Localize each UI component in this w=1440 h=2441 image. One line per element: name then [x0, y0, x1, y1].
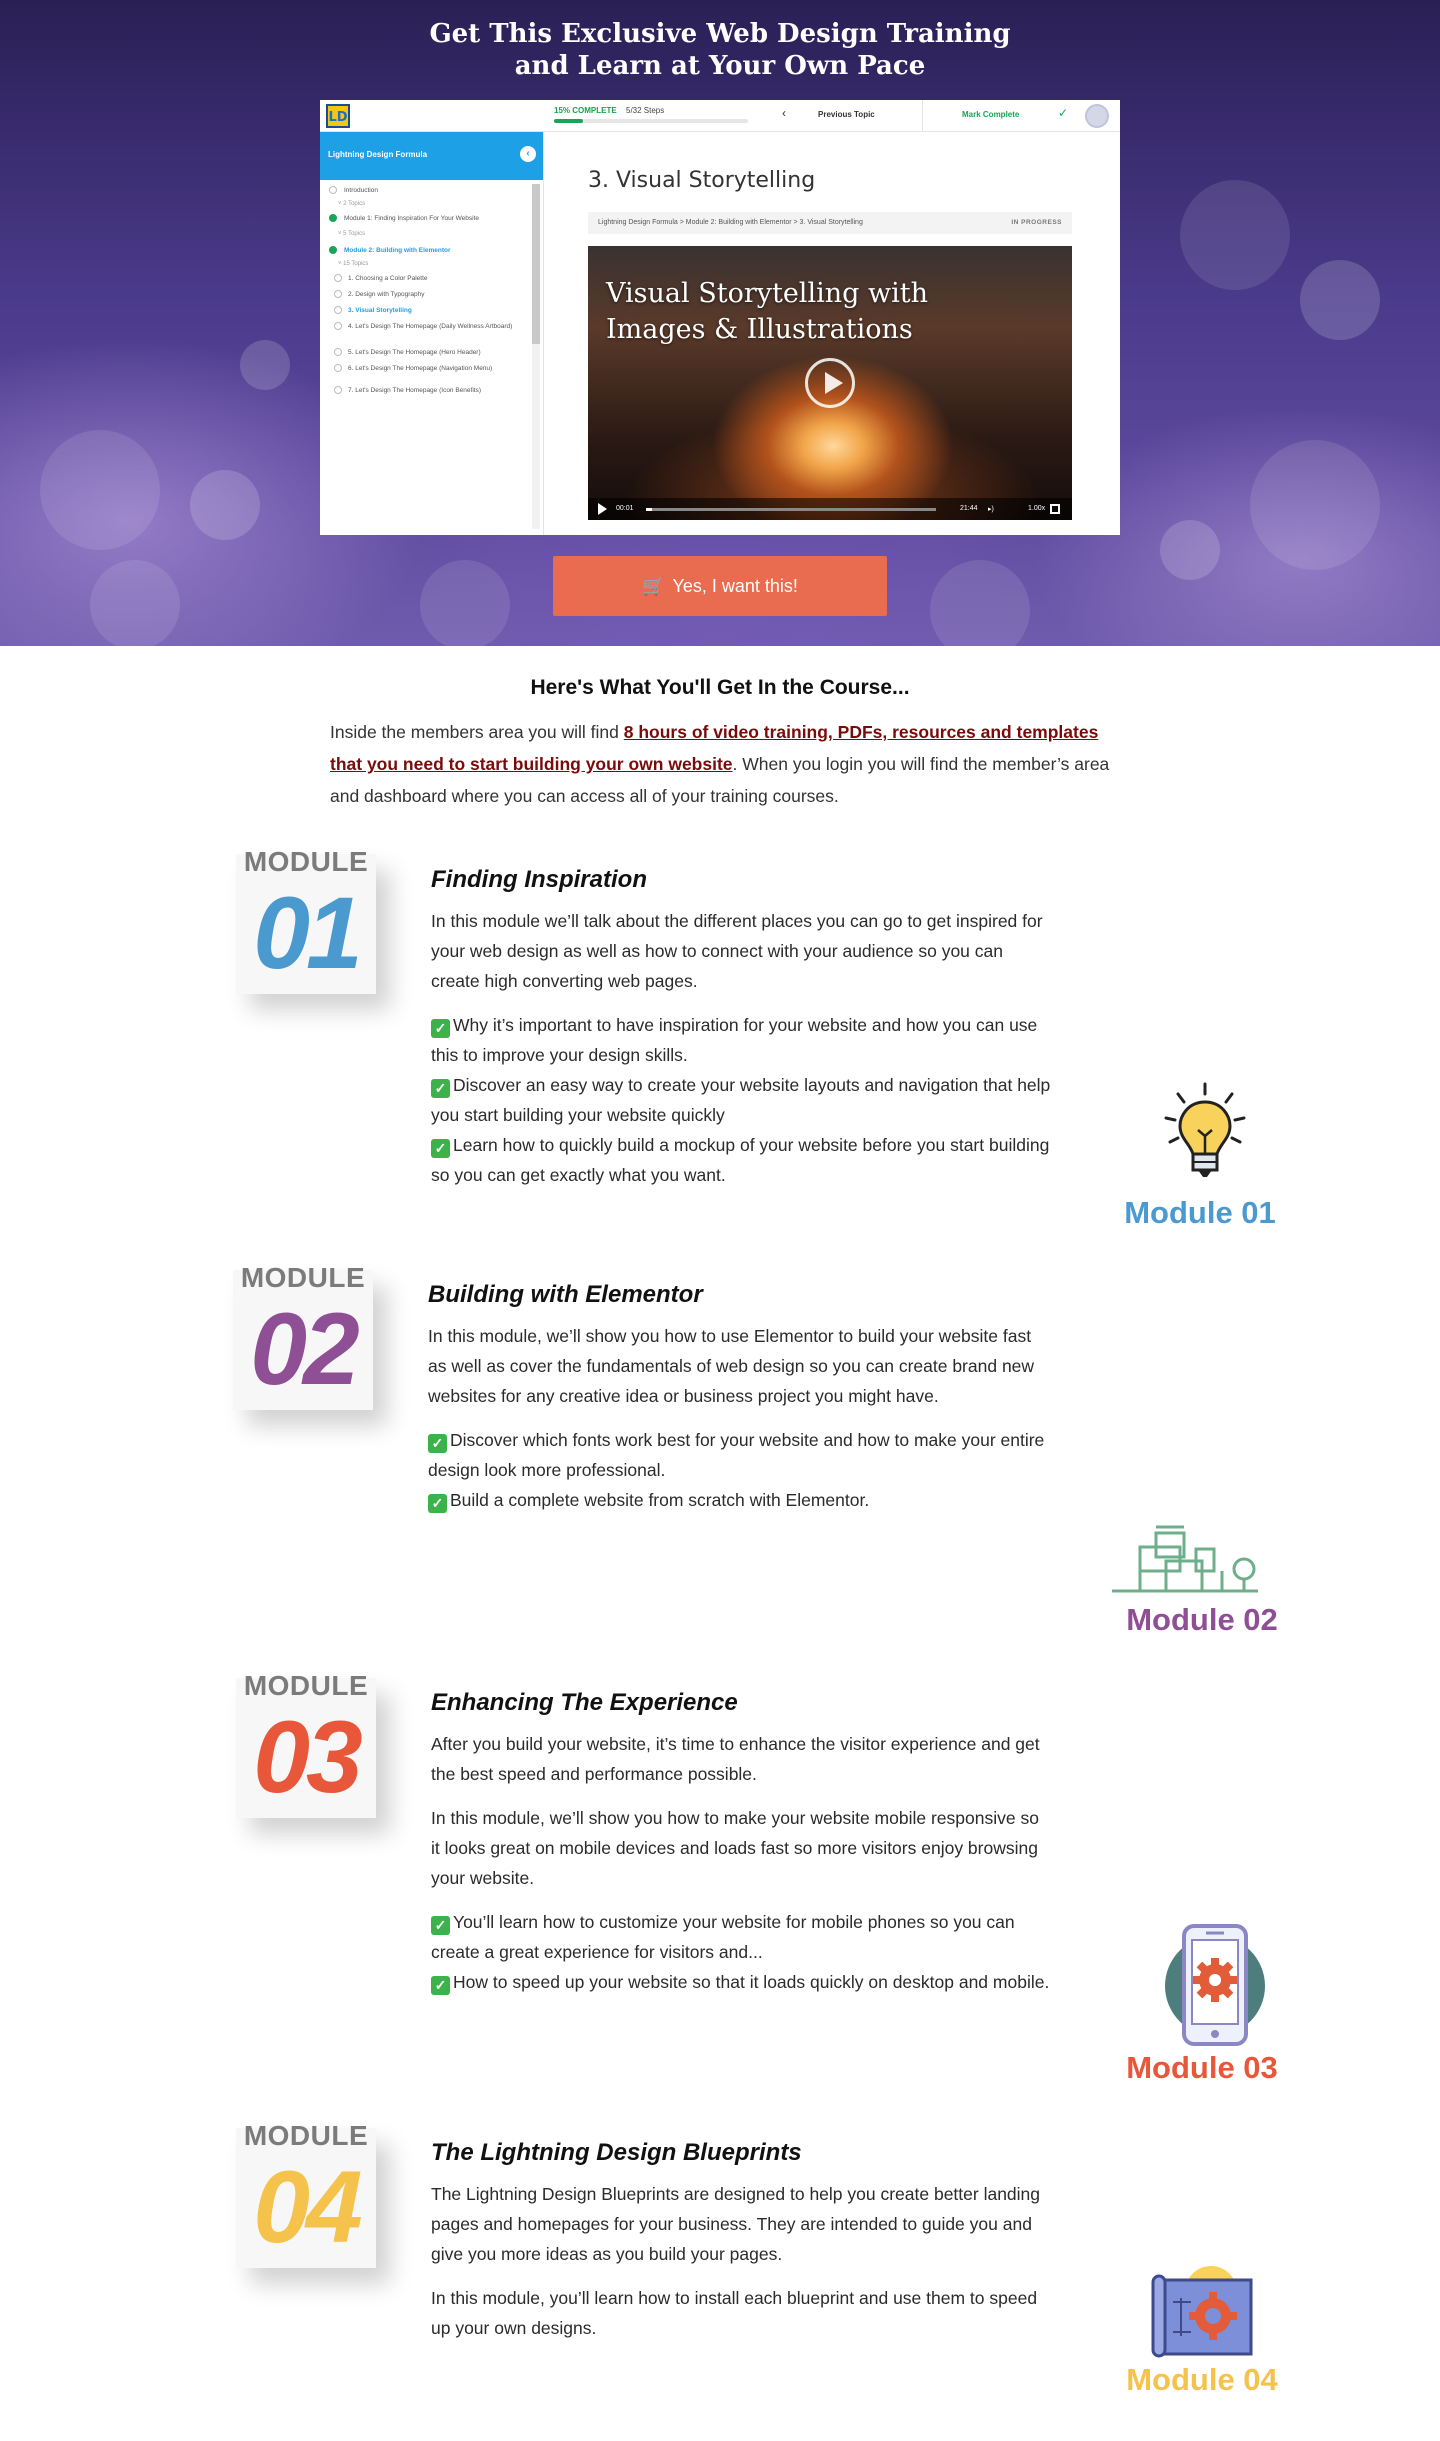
module-side-label: Module 03: [1126, 2050, 1278, 2085]
module-bullets: [431, 1907, 1051, 1997]
buy-button-label: Yes, I want this!: [672, 576, 798, 596]
cart-icon: 🛒: [642, 576, 665, 596]
module-paragraph: In this module, we’ll show you how to make your website mobile responsive so it looks great on mobile devices and loads fast so more visitors enjoy browsing your website.: [431, 1808, 1039, 1888]
check-mark-icon: ✓: [431, 1019, 450, 1038]
module-bullet-text: How to speed up your website so that it loads quickly on desktop and mobile.: [453, 1972, 1050, 1992]
module-number: 01: [253, 876, 359, 990]
previous-topic-button[interactable]: Previous Topic: [818, 110, 875, 119]
check-mark-icon: ✓: [428, 1434, 447, 1453]
complete-check-icon: [329, 214, 337, 222]
video-duration: 21:44: [960, 505, 978, 512]
sidebar-item-label: ˅ 2 Topics: [338, 201, 366, 207]
module-title: The Lightning Design Blueprints: [431, 2139, 802, 2166]
hero-title: [0, 18, 1440, 82]
check-icon: ✓: [1058, 106, 1069, 120]
bokeh-decoration: [90, 560, 180, 646]
module-side-label: Module 04: [1126, 2362, 1278, 2397]
bokeh-decoration: [190, 470, 260, 540]
module-description: [428, 1321, 1048, 1515]
module-bullet: [428, 1485, 1048, 1515]
module-card: [236, 2120, 376, 2268]
video-seek-bar[interactable]: [646, 508, 936, 511]
incomplete-circle-icon: [334, 348, 342, 356]
sidebar-item-label: ˅ 15 Topics: [338, 261, 369, 267]
course-sidebar: [320, 132, 544, 535]
video-player[interactable]: [588, 246, 1072, 520]
module-word: MODULE: [240, 1262, 366, 1293]
course-topbar: [320, 100, 1120, 132]
incomplete-circle-icon: [334, 290, 342, 298]
module-number: 04: [253, 2150, 359, 2264]
bokeh-decoration: [1250, 440, 1380, 570]
module-word: MODULE: [243, 2120, 369, 2151]
bokeh-decoration: [1160, 520, 1220, 580]
play-icon[interactable]: [805, 358, 855, 408]
chevron-left-icon[interactable]: ‹: [782, 106, 786, 120]
speed-button[interactable]: 1.00x: [1028, 505, 1046, 512]
video-title-line: Images & Illustrations: [606, 314, 913, 345]
course-intro: [330, 716, 1110, 812]
module-bullet-text: Build a complete website from scratch with Elementor.: [450, 1490, 870, 1510]
module-bullet-text: Learn how to quickly build a mockup of your website before you start building so you can get exactly what you want.: [431, 1135, 1050, 1185]
module-side-label: Module 01: [1124, 1195, 1276, 1230]
video-elapsed: 00:01: [616, 505, 634, 512]
lesson-title: 3. Visual Storytelling: [588, 168, 816, 193]
sidebar-item-label: Module 1: Finding Inspiration For Your Website: [344, 215, 480, 222]
bokeh-decoration: [240, 340, 290, 390]
intro-text: . When you login you will find the member’s area and dashboard where you can access all of your training courses.: [330, 754, 1110, 806]
avatar[interactable]: [1085, 104, 1109, 128]
wireframe-building-icon: [1110, 1525, 1260, 1600]
check-mark-icon: ✓: [431, 1079, 450, 1098]
module-paragraph: The Lightning Design Blueprints are designed to help you create better landing pages and homepages for your business. They are intended to guide you and give you more ideas as you build your pages.: [431, 2184, 1041, 2264]
module-word: MODULE: [243, 1670, 369, 1701]
module-bullet: [431, 1130, 1051, 1190]
sidebar-header: [320, 132, 544, 180]
module-bullet: [428, 1425, 1048, 1485]
sidebar-item-label: Module 2: Building with Elementor: [344, 247, 451, 254]
module-bullet: [431, 1070, 1051, 1130]
course-heading: Here's What You'll Get In the Course...: [530, 676, 910, 699]
module-title: Finding Inspiration: [431, 866, 647, 893]
module-number: 02: [250, 1292, 356, 1406]
progress-label: 15% COMPLETE: [554, 106, 617, 115]
sidebar-item-label: 7. Let's Design The Homepage (Icon Benefits): [348, 387, 481, 394]
fullscreen-icon[interactable]: [1050, 504, 1060, 514]
sidebar-item-label: Introduction: [344, 187, 378, 194]
module-bullet-text: You’ll learn how to customize your website for mobile phones so you can create a great experience for visitors and...: [431, 1912, 1015, 1962]
video-title: [606, 276, 928, 348]
intro-text: Inside the members area you will find: [330, 722, 624, 742]
blueprint-gear-icon: [1145, 2262, 1265, 2367]
mark-complete-button[interactable]: Mark Complete: [962, 110, 1020, 119]
module-bullet-text: Discover an easy way to create your website layouts and navigation that help you start building your website quickly: [431, 1075, 1051, 1125]
module-card: [236, 1670, 376, 1818]
module-description: [431, 2179, 1051, 2357]
module-number: 03: [253, 1700, 359, 1814]
module-description: [431, 906, 1051, 1190]
module-bullet: [431, 1967, 1051, 1997]
module-paragraph: After you build your website, it’s time to enhance the visitor experience and get the best speed and performance possible.: [431, 1734, 1040, 1784]
incomplete-circle-icon: [329, 186, 337, 194]
check-mark-icon: ✓: [431, 1916, 450, 1935]
divider: [922, 100, 923, 132]
module-bullet-text: Why it’s important to have inspiration for your website and how you can use this to improve your design skills.: [431, 1015, 1038, 1065]
video-controls: [588, 498, 1072, 520]
bokeh-decoration: [420, 560, 510, 646]
module-card: [233, 1262, 373, 1410]
sidebar-item-label: 5. Let's Design The Homepage (Hero Header): [348, 349, 481, 356]
course-preview-screenshot: [320, 100, 1120, 535]
breadcrumb: [588, 212, 1072, 234]
bokeh-decoration: [930, 560, 1030, 646]
sidebar-item-label: 6. Let's Design The Homepage (Navigation Menu): [348, 365, 493, 372]
module-bullets: [428, 1425, 1048, 1515]
hero-section: [0, 0, 1440, 646]
progress-steps: 5/32 Steps: [626, 106, 665, 115]
module-side-label: Module 02: [1126, 1602, 1278, 1637]
sidebar-title: Lightning Design Formula: [328, 150, 428, 159]
check-mark-icon: ✓: [431, 1976, 450, 1995]
volume-icon[interactable]: ▸): [988, 506, 994, 513]
bokeh-decoration: [40, 430, 160, 550]
incomplete-circle-icon: [334, 364, 342, 372]
incomplete-circle-icon: [334, 274, 342, 282]
module-bullet: [431, 1907, 1051, 1967]
sidebar-scrollbar[interactable]: [532, 184, 540, 529]
module-paragraph: In this module, we’ll show you how to use Elementor to build your website fast as well as cover the fundamentals of web design so you can create brand new websites for any creative idea or business project you might have.: [428, 1326, 1035, 1406]
progress-bar: [554, 119, 748, 123]
module-bullet-text: Discover which fonts work best for your website and how to make your entire design look more professional.: [428, 1430, 1045, 1480]
hero-title-line: Get This Exclusive Web Design Training: [429, 19, 1011, 49]
sidebar-item-label: 3. Visual Storytelling: [348, 307, 412, 314]
mobile-gear-icon: [1160, 1920, 1270, 2055]
breadcrumb-text[interactable]: Lightning Design Formula > Module 2: Building with Elementor > 3. Visual Storytelling: [598, 219, 863, 226]
sidebar-item-label: 2. Design with Typography: [348, 291, 425, 298]
lightbulb-icon: [1160, 1080, 1250, 1195]
bokeh-decoration: [1180, 180, 1290, 290]
complete-check-icon: [329, 246, 337, 254]
scrollbar-thumb[interactable]: [532, 184, 540, 344]
sidebar-item-label: ˅ 5 Topics: [338, 231, 366, 237]
bokeh-decoration: [1300, 260, 1380, 340]
sidebar-item-label: 4. Let's Design The Homepage (Daily Wellness Artboard): [348, 323, 513, 330]
collapse-sidebar-button[interactable]: ‹: [520, 146, 536, 162]
module-card: [236, 846, 376, 994]
buy-button[interactable]: [553, 556, 887, 616]
module-title: Building with Elementor: [428, 1281, 703, 1308]
module-bullet: [431, 1010, 1051, 1070]
module-title: Enhancing The Experience: [431, 1689, 738, 1716]
hero-title-line: and Learn at Your Own Pace: [514, 51, 926, 81]
check-mark-icon: ✓: [431, 1139, 450, 1158]
check-mark-icon: ✓: [428, 1494, 447, 1513]
intro-highlight-link[interactable]: 8 hours of video training, PDFs, resources and templates that you need to start building your own website: [330, 722, 1099, 774]
video-seek-fill: [646, 508, 652, 511]
incomplete-circle-icon: [334, 322, 342, 330]
logo[interactable]: LD: [326, 104, 350, 128]
progress-bar-fill: [554, 119, 583, 123]
status-badge: IN PROGRESS: [1011, 219, 1062, 226]
module-description: [431, 1729, 1051, 1997]
module-word: MODULE: [243, 846, 369, 877]
sidebar-item-label: 1. Choosing a Color Palette: [348, 275, 428, 282]
incomplete-circle-icon: [334, 306, 342, 314]
module-paragraph: In this module we’ll talk about the different places you can go to get inspired for your web design as well as how to connect with your audience so you can create high converting web pages.: [431, 911, 1043, 991]
incomplete-circle-icon: [334, 386, 342, 394]
video-title-line: Visual Storytelling with: [606, 278, 928, 309]
module-paragraph: In this module, you’ll learn how to install each blueprint and use them to speed up your own designs.: [431, 2288, 1038, 2338]
module-bullets: [431, 1010, 1051, 1190]
play-button[interactable]: [598, 503, 607, 515]
